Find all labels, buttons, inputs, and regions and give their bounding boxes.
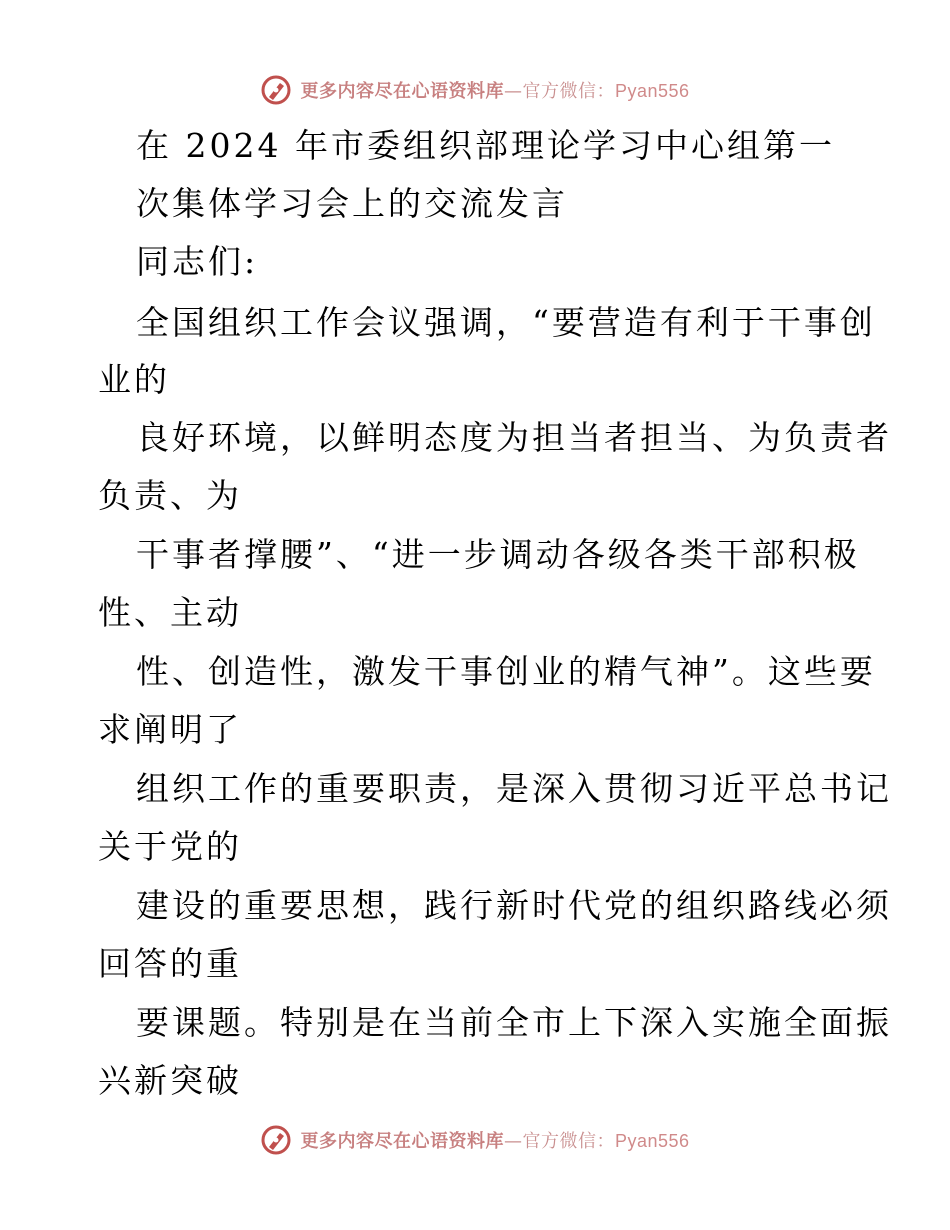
body-line: 业的 [98,360,170,399]
watermark-contact: 官方微信： [522,81,615,102]
watermark-contact: 官方微信： [522,1131,615,1152]
watermark-text [300,1127,689,1153]
body-line: 性、主动 [98,593,242,632]
title-line-2: 次集体学习会上的交流发言 [136,184,568,223]
title-line-1: 在 2024 年市委组织部理论学习中心组第一 [136,126,835,165]
body-line: 负责、为 [98,476,242,515]
watermark-separator: — [503,1131,523,1152]
pen-logo-icon [260,1124,292,1156]
body-line: 全国组织工作会议强调，“要营造有利于干事创 [136,303,876,342]
body-line: 回答的重 [98,944,242,983]
body-line: 建设的重要思想，践行新时代党的组织路线必须 [136,886,892,925]
body-line: 求阐明了 [98,710,242,749]
footer-watermark [0,1120,950,1160]
body-line: 干事者撑腰”、“进一步调动各级各类干部积极 [136,535,860,574]
watermark-separator: — [503,81,523,102]
body-line: 组织工作的重要职责，是深入贯彻习近平总书记 [136,769,892,808]
body-line: 性、创造性，激发干事创业的精气神”。这些要 [136,652,876,691]
watermark-highlight: 更多内容尽在心语资料库 [300,1131,504,1152]
body-line: 要课题。特别是在当前全市上下深入实施全面振 [136,1003,892,1042]
watermark-wechat-id: Pyan556 [614,81,690,101]
body-line: 良好环境，以鲜明态度为担当者担当、为负责者 [136,418,892,457]
body-line: 关于党的 [98,827,242,866]
watermark-highlight: 更多内容尽在心语资料库 [300,81,504,102]
watermark-group [260,1124,689,1156]
body-line: 兴新突破 [98,1061,242,1100]
salutation: 同志们: [136,242,259,281]
watermark-wechat-id: Pyan556 [614,1131,690,1151]
